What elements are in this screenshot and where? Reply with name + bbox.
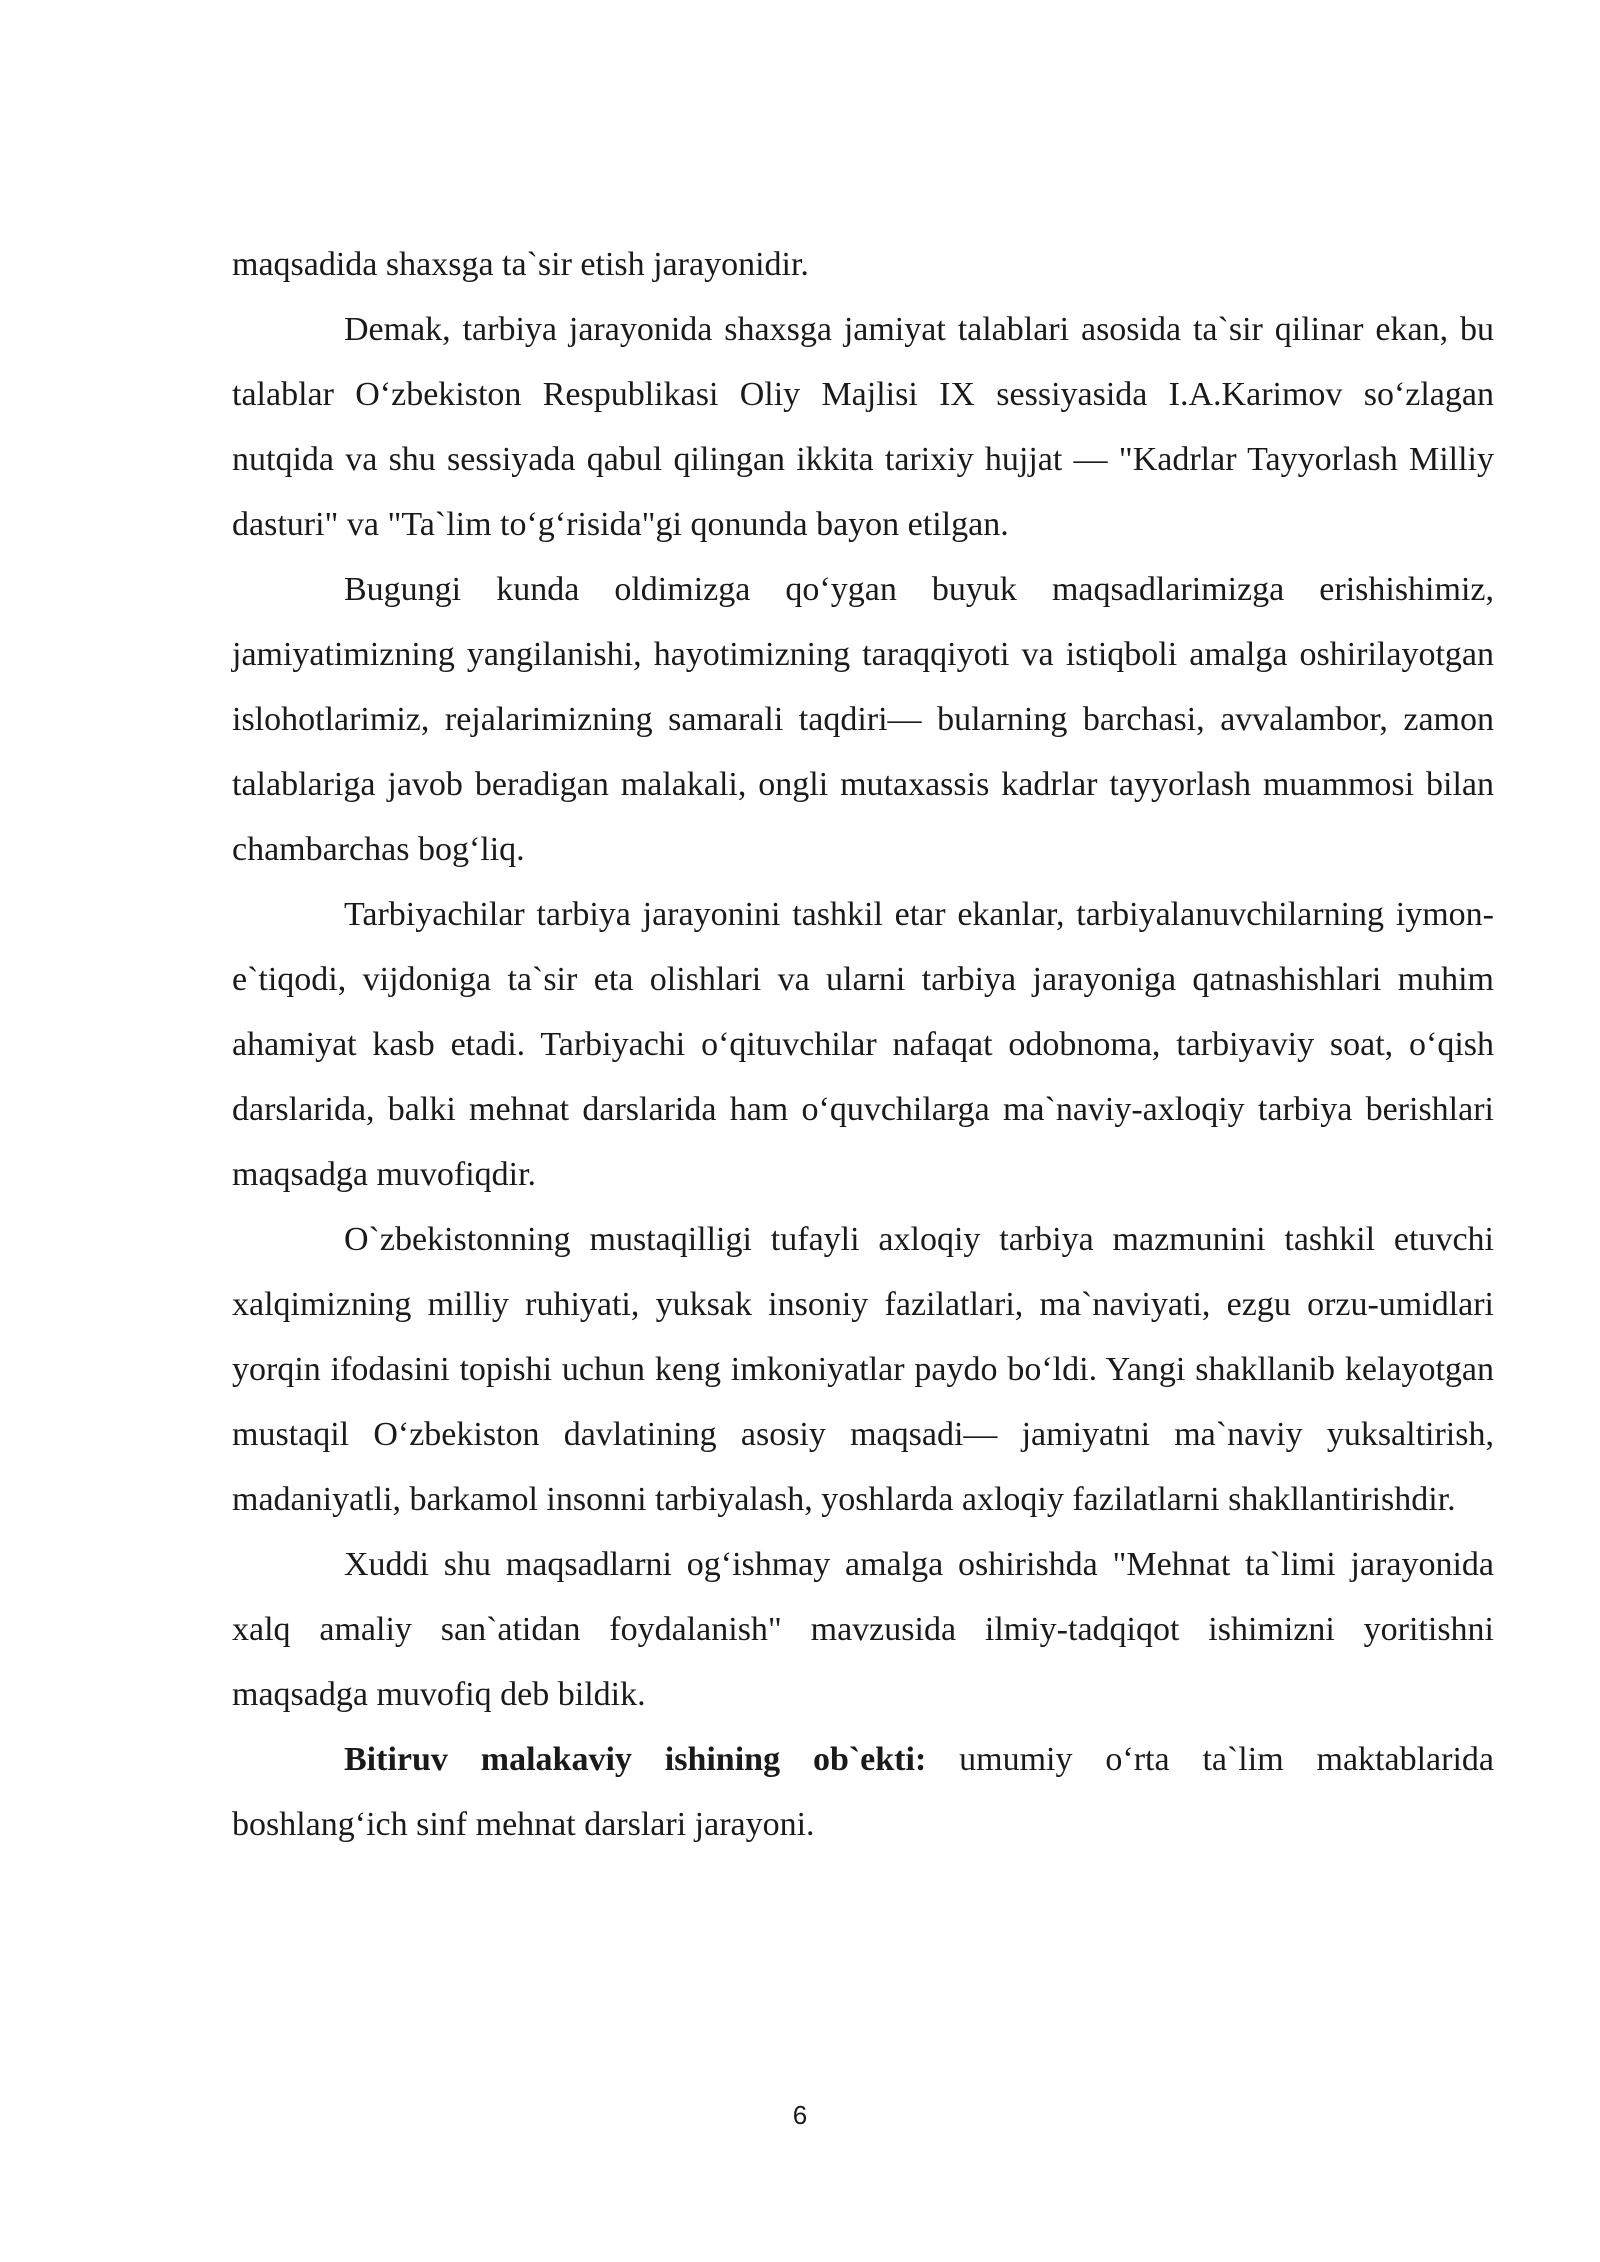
paragraph-ozbekistonning: O`zbekistonning mustaqilligi tufayli axloqiy tarbiya mazmunini tashkil etuvchi xalqimizning milliy ruhiyati, yuksak insoniy fazilatlari, ma`naviyati, ezgu orzu-umidlari yorqin ifodasini topishi uchun keng imkoniyatlar paydo bo‘ldi. Yangi shakllanib kelayotgan mustaqil O‘zbekiston davlatining asosiy maqsadi— jamiyatni ma`naviy yuksaltirish, madaniyatli, barkamol insonni tarbiyalash, yoshlarda axloqiy fazilatlarni shakllantirishdir. <box>232 1221 1494 1518</box>
document-body <box>232 232 1494 1857</box>
paragraph-xuddi: Xuddi shu maqsadlarni og‘ishmay amalga oshirishda "Mehnat ta`limi jarayonida xalq amaliy san`atidan foydalanish" mavzusida ilmiy-tadqiqot ishimizni yoritishni maqsadga muvofiq deb bildik. <box>232 1546 1494 1713</box>
page-number: 6 <box>792 2100 808 2130</box>
paragraph-bugungi: Bugungi kunda oldimizga qo‘ygan buyuk maqsadlarimizga erishishimiz, jamiyatimizning yangilanishi, hayotimizning taraqqiyoti va istiqboli amalga oshirilayotgan islohotlarimiz, rejalarimizning samarali taqdiri— bularning barchasi, avvalambor, zamon talablariga javob beradigan malakali, ongli mutaxassis kadrlar tayyorlash muammosi bilan chambarchas bog‘liq. <box>232 571 1494 868</box>
research-object-text: umumiy o‘rta ta`lim maktablarida boshlang‘ich sinf mehnat darslari jarayoni. <box>232 1741 1494 1843</box>
paragraph-tarbiyachilar: Tarbiyachilar tarbiya jarayonini tashkil etar ekanlar, tarbiyalanuvchilarning iymon-e`tiqodi, vijdoniga ta`sir eta olishlari va ularni tarbiya jarayoniga qatnashishlari muhim ahamiyat kasb etadi. Tarbiyachi o‘qituvchilar nafaqat odobnoma, tarbiyaviy soat, o‘qish darslarida, balki mehnat darslarida ham o‘quvchilarga ma`naviy-axloqiy tarbiya berishlari maqsadga muvofiqdir. <box>232 896 1494 1193</box>
paragraph-research-object <box>232 1727 1494 1857</box>
paragraph-continuation: maqsadida shaxsga ta`sir etish jarayonidir. <box>232 246 809 283</box>
research-object-label: Bitiruv malakaviy ishining ob`ekti: <box>344 1741 927 1778</box>
paragraph-demak: Demak, tarbiya jarayonida shaxsga jamiyat talablari asosida ta`sir qilinar ekan, bu talablar O‘zbekiston Respublikasi Oliy Majlisi IX sessiyasida I.A.Karimov so‘zlagan nutqida va shu sessiyada qabul qilingan ikkita tarixiy hujjat — "Kadrlar Tayyorlash Milliy dasturi" va "Ta`lim to‘g‘risida"gi qonunda bayon etilgan. <box>232 311 1494 543</box>
